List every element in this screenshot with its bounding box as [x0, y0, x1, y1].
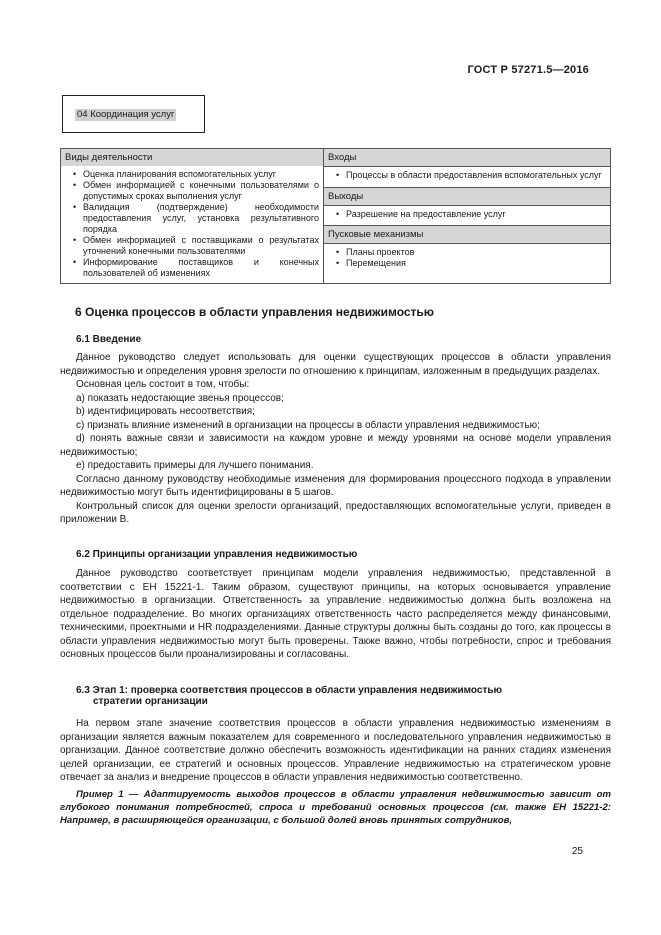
section-6-1-body — [60, 351, 611, 527]
list-item: e) предоставить примеры для лучшего понимания. — [76, 460, 314, 471]
section-6-2-body — [60, 567, 611, 662]
list-item: • Обмен информацией с поставщиками о результатах уточнений конечными пользователями — [61, 235, 319, 257]
paragraph: На первом этапе значение соответствия процессов в области управления недвижимостью изменениям в организации является важным показателем для современного и последовательного управления недвижимостью в организации. Данное соответствие должно обеспечить возможность идентификации на ранних стадиях изменения целей организации, ее стратегий и основных процессов. Управление недвижимостью на стратегическом уровне отвечает за анализ и внедрение процессов в области управления недвижимостью соответственно. — [60, 718, 611, 783]
paragraph: Согласно данному руководству необходимые изменения для формирования процессного подхода в управлении недвижимостью могут быть идентифицированы в 5 шагов. — [60, 473, 611, 498]
activities-header: Виды деятельности — [61, 149, 323, 166]
inputs-header: Входы — [324, 149, 610, 167]
page-number: 25 — [571, 846, 583, 857]
list-item: • Валидация (подтверждение) необходимости предоставления услуг, установка результативного порядка — [61, 202, 319, 235]
paragraph: Основная цель состоит в том, чтобы: — [76, 379, 250, 390]
inputs-list — [324, 170, 606, 181]
section-6-3-title — [76, 685, 502, 707]
process-box — [62, 95, 205, 133]
section-6-title: 6 Оценка процессов в области управления недвижимостью — [75, 305, 435, 319]
activities-cell — [61, 149, 324, 284]
paragraph: Данное руководство соответствует принципам модели управления недвижимостью, представленной в соответствии с ЕН 15221-1. Таким образом, существуют принципы, на которых основывается управление недвижимостью в организации. Ответственность за управление недвижимостью должна быть возложена на отдельное подразделение. Во многих организациях ответственность часто распределяется между финансовыми, техническими, проектными и HR подразделениями. Данные структуры должны быть созданы до того, как процессы в области управления недвижимостью могут быть проверены. Также важно, чтобы потребности, спрос и требования основных процессов были проанализированы и согласованы. — [60, 568, 611, 660]
outputs-header: Выходы — [324, 187, 610, 206]
activities-list — [61, 169, 319, 279]
triggers-list — [324, 247, 606, 269]
process-box-label: 04 Координация услуг — [77, 109, 175, 120]
list-item: b) идентифицировать несоответствия; — [76, 406, 255, 417]
list-item: • Процессы в области предоставления вспомогательных услуг — [324, 170, 606, 181]
list-item: • Обмен информацией с конечными пользователями о допустимых сроках выполнения услуг — [61, 180, 319, 202]
paragraph: Данное руководство следует использовать для оценки существующих процессов в области управления недвижимостью и определения уровня зрелости по отношению к принципам, изложенным в предыдущих разделах. — [60, 352, 611, 377]
process-table — [60, 148, 611, 284]
example-1: Пример 1 — Адаптируемость выходов процессов в области управления недвижимостью зависит от глубокого понимания потребностей, спроса и требований основных процессов (см. также ЕН 15221-2: Например, в расширяющейся организации, с большой долей вновь принятых сотрудников, — [60, 788, 611, 826]
list-item: • Разрешение на предоставление услуг — [324, 209, 606, 220]
section-6-2-title: 6.2 Принципы организации управления недвижимостью — [76, 549, 358, 560]
section-6-3-title-line1: 6.3 Этап 1: проверка соответствия процессов в области управления недвижимостью — [76, 685, 503, 696]
list-item: • Информирование поставщиков и конечных пользователей об изменениях — [61, 257, 319, 279]
list-item: а) показать недостающие звенья процессов; — [76, 392, 284, 404]
section-6-3-body — [60, 717, 611, 827]
section-6-1-title: 6.1 Введение — [76, 334, 142, 345]
outputs-list — [324, 209, 606, 220]
list-item: d) понять важные связи и зависимости на каждом уровне и между уровнями на основе модели управления недвижимостью; — [60, 433, 611, 458]
triggers-header: Пусковые механизмы — [324, 225, 610, 244]
list-item: • Планы проектов — [324, 247, 606, 258]
paragraph: Контрольный список для оценки зрелости организаций, предоставляющих вспомогательные услуги, приведен в приложении В. — [60, 500, 611, 525]
list-item: c) признать влияние изменений в организации на процессы в области управления недвижимостью; — [76, 419, 540, 431]
list-item: • Перемещения — [324, 258, 606, 269]
standard-code: ГОСТ Р 57271.5—2016 — [467, 64, 589, 76]
io-cell — [324, 149, 611, 284]
list-item: • Оценка планирования вспомогательных услуг — [61, 169, 319, 180]
section-6-3-title-line2: стратегии организации — [93, 696, 208, 707]
